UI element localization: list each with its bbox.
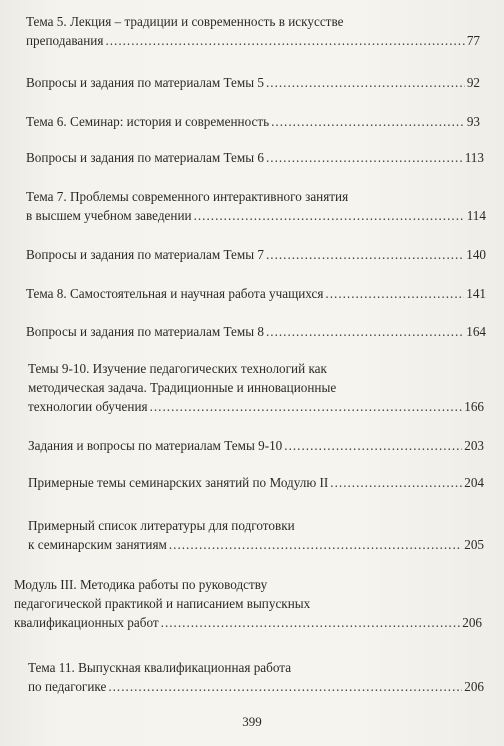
dot-leader [169, 535, 462, 554]
dot-leader [325, 284, 464, 303]
entry-leader-line [28, 535, 484, 554]
dot-leader [266, 73, 465, 92]
toc-entry [26, 12, 480, 50]
toc-entry [28, 359, 484, 416]
entry-text-line: по педагогике [28, 679, 107, 694]
entry-page-number: 205 [464, 537, 484, 552]
entry-text-line: Примерный список литературы для подготовки [28, 518, 295, 533]
entry-page-number: 113 [464, 150, 484, 165]
entry-text-line: Тема 7. Проблемы современного интерактивного занятия [26, 189, 349, 204]
toc-entry [26, 322, 486, 341]
entry-text-line: Вопросы и задания по материалам Темы 8 [26, 324, 264, 339]
toc-entry [28, 516, 484, 554]
entry-text-line: Примерные темы семинарских занятий по Модулю II [28, 475, 329, 490]
entry-leader-line [14, 613, 482, 632]
entry-page-number: 141 [466, 286, 486, 301]
toc-entry [28, 436, 484, 455]
entry-page-number: 114 [466, 208, 486, 223]
toc-entry [26, 73, 480, 92]
toc-entry [26, 284, 486, 303]
entry-page-number: 203 [464, 438, 484, 453]
entry-text-line: Вопросы и задания по материалам Темы 7 [26, 247, 264, 262]
dot-leader [150, 397, 463, 416]
dot-leader [161, 613, 461, 632]
dot-leader [194, 206, 465, 225]
entry-text-line: Задания и вопросы по материалам Темы 9-10 [28, 438, 283, 453]
entry-page-number: 140 [466, 247, 486, 262]
entry-leader-line [26, 322, 486, 341]
dot-leader [284, 436, 462, 455]
entry-text-line: Тема 11. Выпускная квалификационная работа [28, 660, 292, 675]
entry-page-number: 92 [466, 75, 480, 90]
dot-leader [108, 677, 462, 696]
dot-leader [105, 31, 464, 50]
entry-text-line: Вопросы и задания по материалам Темы 5 [26, 75, 264, 90]
entry-page-number: 204 [464, 475, 484, 490]
entry-text-line: педагогической практикой и написанием выпускных [14, 596, 311, 611]
entry-text-line: к семинарским занятиям [28, 537, 167, 552]
toc-entry [26, 187, 486, 225]
entry-text-line: Тема 8. Самостоятельная и научная работа учащихся [26, 286, 324, 301]
entry-leader-line [26, 112, 480, 131]
entry-text-line: преподавания [26, 33, 104, 48]
entry-text-line: квалификационных работ [14, 615, 159, 630]
entry-leader-line [26, 284, 486, 303]
entry-text-line: Тема 6. Семинар: история и современность [26, 114, 270, 129]
entry-leader-line [26, 148, 484, 167]
page-number: 399 [242, 714, 262, 729]
entry-leader-line [26, 31, 480, 50]
entry-leader-line [28, 677, 484, 696]
toc-entry [26, 245, 486, 264]
entry-text-line: Темы 9-10. Изучение педагогических технологий как [28, 361, 327, 376]
entry-text-line: Модуль III. Методика работы по руководству [14, 577, 268, 592]
entry-leader-line [26, 206, 486, 225]
toc-module-entry [14, 575, 482, 632]
entry-leader-line [28, 436, 484, 455]
toc-entry [28, 473, 484, 492]
toc-entry [28, 658, 484, 696]
entry-page-number: 206 [464, 679, 484, 694]
entry-text-line: методическая задача. Традиционные и инновационные [28, 380, 337, 395]
entry-leader-line [28, 397, 484, 416]
entry-leader-line [26, 73, 480, 92]
entry-text-line: Тема 5. Лекция – традиции и современность в искусстве [26, 14, 344, 29]
entry-leader-line [28, 473, 484, 492]
entry-page-number: 166 [464, 399, 484, 414]
toc-entry [26, 148, 484, 167]
entry-page-number: 206 [462, 615, 482, 630]
entry-leader-line [26, 245, 486, 264]
entry-text-line: технологии обучения [28, 399, 148, 414]
entry-page-number: 164 [466, 324, 486, 339]
dot-leader [266, 322, 464, 341]
entry-text-line: Вопросы и задания по материалам Темы 6 [26, 150, 264, 165]
dot-leader [266, 245, 464, 264]
entry-page-number: 77 [466, 33, 480, 48]
entry-page-number: 93 [466, 114, 480, 129]
dot-leader [271, 112, 465, 131]
dot-leader [330, 473, 462, 492]
toc-entry [26, 112, 480, 131]
entry-text-line: в высшем учебном заведении [26, 208, 192, 223]
dot-leader [266, 148, 463, 167]
